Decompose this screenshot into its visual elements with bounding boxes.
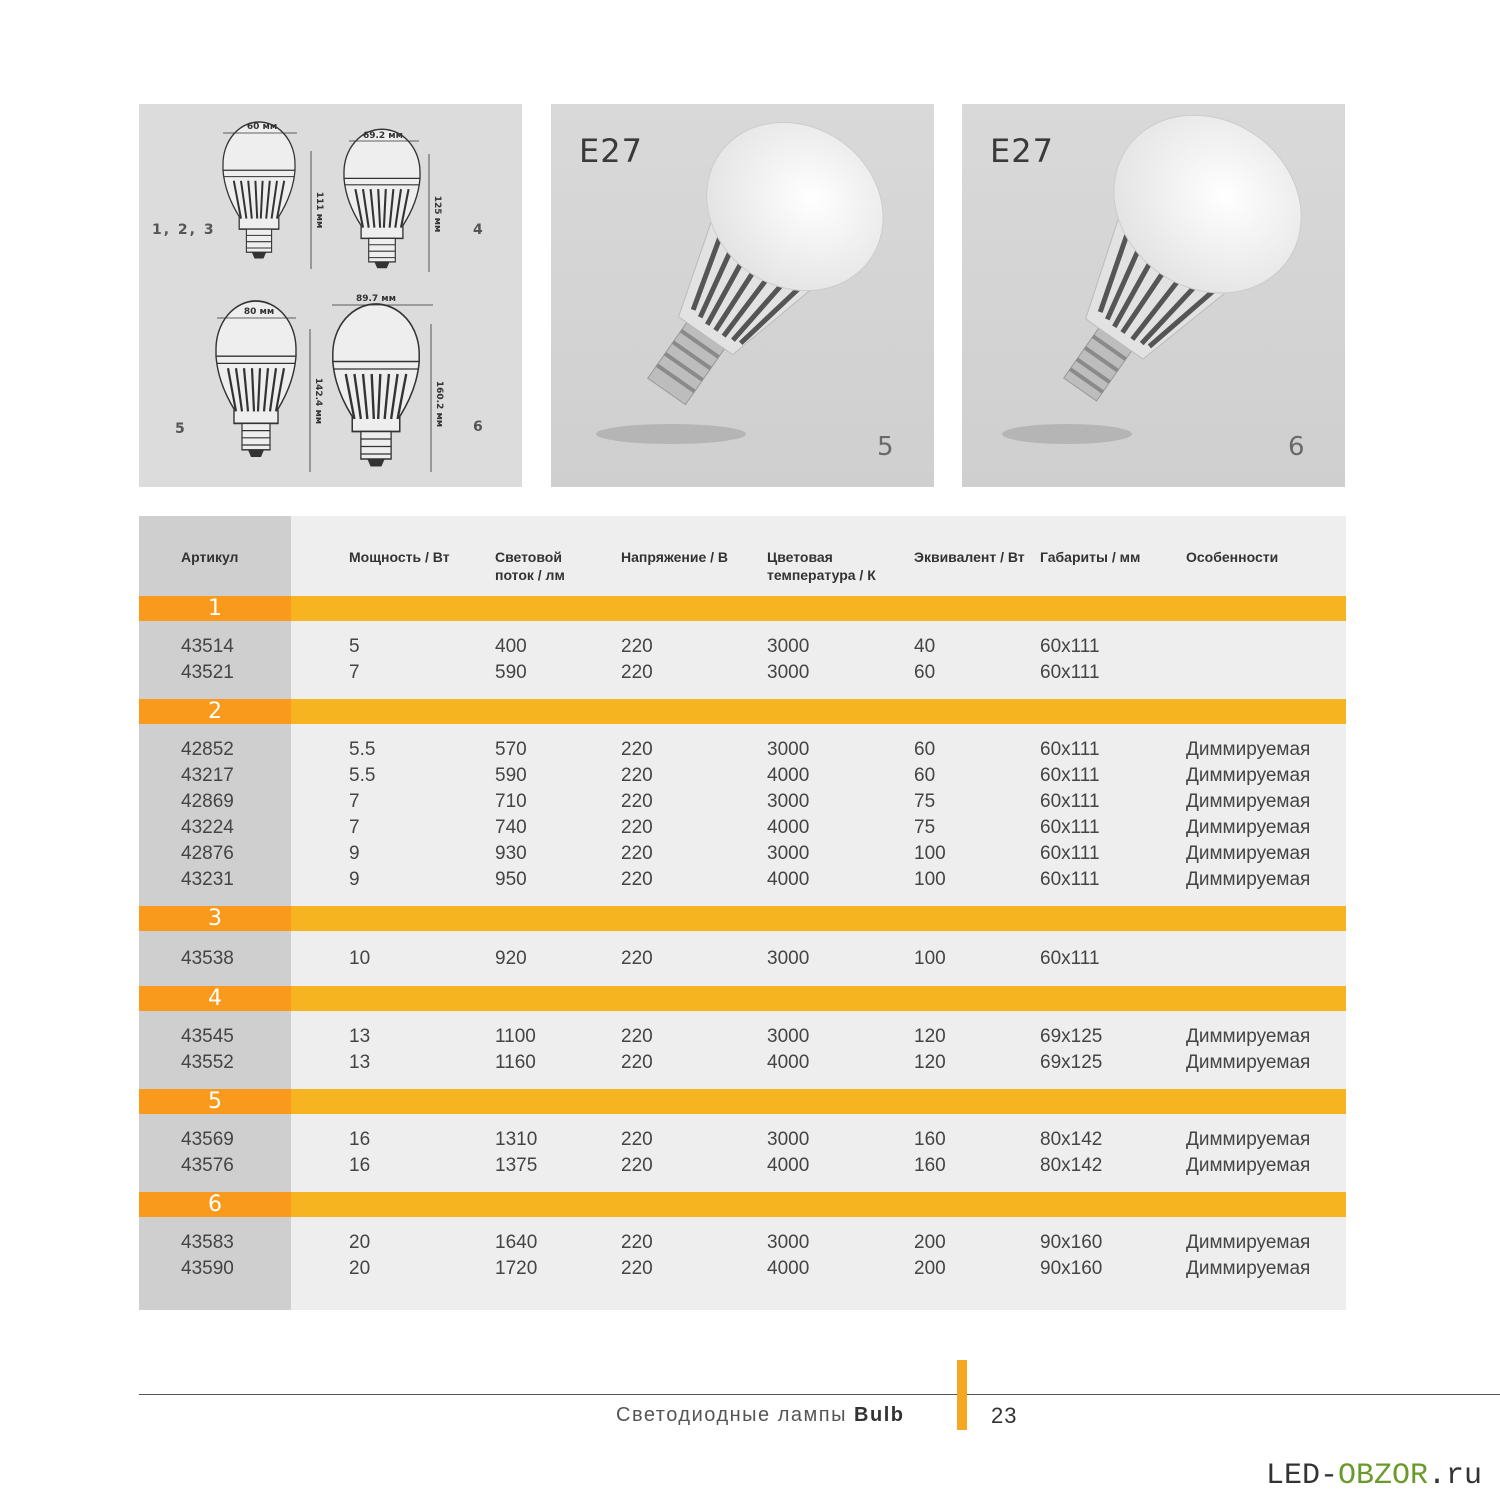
cell-power: 9 (349, 843, 360, 864)
cell-size: 90x160 (1040, 1232, 1103, 1253)
cell-flux: 1310 (495, 1129, 538, 1150)
cell-power: 10 (349, 947, 371, 969)
bulb-dimension-diagram (139, 104, 522, 487)
cell-article: 42869 (181, 791, 234, 812)
cell-feature: Диммируемая (1186, 869, 1311, 890)
cell-voltage: 220 (621, 1052, 653, 1073)
group-number: 2 (139, 699, 291, 724)
cell-power: 16 (349, 1155, 371, 1176)
table-row (139, 1256, 1346, 1282)
cell-temp: 4000 (767, 1155, 810, 1176)
cell-article: 43552 (181, 1052, 234, 1073)
cell-temp: 3000 (767, 662, 810, 683)
bulb-photo-6 (962, 104, 1345, 487)
cell-voltage: 220 (621, 1258, 653, 1279)
cell-voltage: 220 (621, 817, 653, 838)
cell-flux: 1720 (495, 1258, 538, 1279)
cell-equivalent: 100 (914, 843, 946, 864)
cell-equivalent: 60 (914, 765, 936, 786)
table-row (139, 946, 1346, 972)
footer-rule (139, 1394, 1500, 1395)
header-temp-line2: температура / К (767, 567, 876, 583)
cell-equivalent: 75 (914, 817, 936, 838)
dim-height-125: 125 мм (432, 195, 442, 233)
cell-voltage: 220 (621, 765, 653, 786)
cell-flux: 950 (495, 869, 527, 890)
cell-article: 43514 (181, 636, 234, 657)
cell-article: 43224 (181, 817, 234, 838)
page-number: 23 (991, 1403, 1018, 1428)
cell-equivalent: 75 (914, 791, 936, 812)
table-row (139, 634, 1346, 660)
cell-power: 7 (349, 791, 360, 812)
cell-temp: 3000 (767, 1129, 810, 1150)
watermark-suffix: .ru (1428, 1459, 1483, 1493)
cell-article: 43231 (181, 869, 234, 890)
cell-equivalent: 160 (914, 1129, 946, 1150)
cell-size: 60x111 (1040, 662, 1100, 683)
cell-feature: Диммируемая (1186, 1155, 1311, 1176)
cell-temp: 3000 (767, 947, 810, 969)
cell-voltage: 220 (621, 869, 653, 890)
footer-accent-bar (957, 1360, 967, 1430)
cell-flux: 710 (495, 791, 527, 812)
cell-size: 60x111 (1040, 869, 1100, 890)
cell-feature: Диммируемая (1186, 843, 1311, 864)
cell-size: 60x111 (1040, 739, 1100, 760)
cell-voltage: 220 (621, 739, 653, 760)
header-size: Габариты / мм (1040, 549, 1141, 565)
cell-voltage: 220 (621, 947, 653, 969)
footer-series: Bulb (854, 1404, 905, 1426)
dim-width-89: 89.7 мм (355, 294, 397, 304)
cell-equivalent: 200 (914, 1258, 946, 1279)
cell-temp: 4000 (767, 1052, 810, 1073)
cell-voltage: 220 (621, 1026, 653, 1047)
cell-feature: Диммируемая (1186, 1026, 1311, 1047)
group-number: 5 (139, 1089, 291, 1114)
cell-size: 60x111 (1040, 765, 1100, 786)
group-label-4: 4 (473, 222, 485, 238)
cell-temp: 3000 (767, 1232, 810, 1253)
cell-power: 5.5 (349, 739, 376, 760)
cell-temp: 3000 (767, 739, 810, 760)
cell-flux: 1160 (495, 1052, 536, 1073)
cell-size: 60x111 (1040, 636, 1100, 657)
group-band (139, 596, 1346, 621)
group-number: 1 (139, 596, 291, 621)
group-label-6: 6 (473, 419, 485, 435)
cell-temp: 4000 (767, 869, 810, 890)
bulb-number: 6 (1288, 432, 1305, 462)
cell-voltage: 220 (621, 636, 653, 657)
cell-power: 9 (349, 869, 360, 890)
group-band (139, 1192, 1346, 1217)
cell-size: 60x111 (1040, 843, 1100, 864)
cell-article: 43521 (181, 662, 234, 683)
group-number: 6 (139, 1192, 291, 1217)
cell-feature: Диммируемая (1186, 1129, 1311, 1150)
bulb-photo-5 (551, 104, 934, 487)
header-temp-line1: Цветовая (767, 549, 833, 565)
cell-temp: 3000 (767, 791, 810, 812)
socket-label: E27 (579, 132, 643, 170)
cell-voltage: 220 (621, 791, 653, 812)
group-number: 3 (139, 906, 291, 931)
cell-article: 43590 (181, 1258, 234, 1279)
cell-size: 69x125 (1040, 1026, 1103, 1047)
cell-flux: 920 (495, 947, 527, 969)
cell-temp: 4000 (767, 1258, 810, 1279)
cell-flux: 570 (495, 739, 527, 760)
dim-width-60: 60 мм (246, 122, 278, 132)
cell-flux: 590 (495, 662, 527, 683)
header-equivalent: Эквивалент / Вт (914, 549, 1025, 565)
cell-size: 60x111 (1040, 817, 1100, 838)
dim-width-69: 69.2 мм (362, 131, 404, 141)
table-row (139, 1230, 1346, 1256)
cell-flux: 1100 (495, 1026, 536, 1047)
cell-flux: 930 (495, 843, 527, 864)
cell-article: 43545 (181, 1026, 234, 1047)
specification-table (139, 516, 1346, 1310)
cell-flux: 740 (495, 817, 527, 838)
cell-voltage: 220 (621, 843, 653, 864)
group-band (139, 699, 1346, 724)
cell-equivalent: 120 (914, 1026, 946, 1047)
table-row (139, 1050, 1346, 1076)
table-row (139, 815, 1346, 841)
cell-equivalent: 100 (914, 947, 946, 969)
table-row (139, 1153, 1346, 1179)
table-row (139, 789, 1346, 815)
cell-equivalent: 60 (914, 739, 936, 760)
cell-flux: 400 (495, 636, 527, 657)
header-flux (495, 548, 565, 584)
cell-voltage: 220 (621, 1129, 653, 1150)
cell-power: 20 (349, 1232, 371, 1253)
cell-power: 13 (349, 1052, 371, 1073)
table-row (139, 841, 1346, 867)
cell-flux: 1375 (495, 1155, 538, 1176)
cell-article: 43569 (181, 1129, 234, 1150)
table-row (139, 1127, 1346, 1153)
cell-equivalent: 160 (914, 1155, 946, 1176)
group-number: 4 (139, 986, 291, 1011)
cell-feature: Диммируемая (1186, 1232, 1311, 1253)
group-label-1-2-3: 1, 2, 3 (152, 222, 216, 238)
table-row (139, 867, 1346, 893)
cell-equivalent: 60 (914, 662, 936, 683)
cell-size: 90x160 (1040, 1258, 1103, 1279)
dim-height-111: 111 мм (314, 191, 324, 229)
cell-feature: Диммируемая (1186, 1052, 1311, 1073)
cell-article: 42852 (181, 739, 234, 760)
bulb-outline-drawings (139, 104, 522, 487)
cell-equivalent: 120 (914, 1052, 946, 1073)
cell-power: 7 (349, 662, 360, 683)
dim-height-160: 160.2 мм (434, 380, 444, 428)
cell-equivalent: 40 (914, 636, 936, 657)
header-voltage: Напряжение / В (621, 549, 729, 565)
cell-article: 43583 (181, 1232, 234, 1253)
cell-size: 60x111 (1040, 791, 1100, 812)
cell-article: 43538 (181, 947, 234, 969)
cell-size: 60x111 (1040, 947, 1100, 969)
bulb-number: 5 (877, 432, 894, 462)
cell-voltage: 220 (621, 1232, 653, 1253)
dim-height-142: 142.4 мм (313, 377, 323, 425)
cell-temp: 3000 (767, 1026, 810, 1047)
group-band (139, 1089, 1346, 1114)
cell-voltage: 220 (621, 662, 653, 683)
cell-equivalent: 200 (914, 1232, 946, 1253)
cell-temp: 3000 (767, 636, 810, 657)
cell-power: 16 (349, 1129, 371, 1150)
cell-article: 42876 (181, 843, 234, 864)
cell-power: 13 (349, 1026, 371, 1047)
cell-voltage: 220 (621, 1155, 653, 1176)
header-features: Особенности (1186, 549, 1279, 565)
footer-title (616, 1404, 904, 1427)
cell-article: 43576 (181, 1155, 234, 1176)
cell-flux: 1640 (495, 1232, 538, 1253)
cell-feature: Диммируемая (1186, 1258, 1311, 1279)
cell-power: 5.5 (349, 765, 376, 786)
cell-feature: Диммируемая (1186, 739, 1311, 760)
cell-size: 69x125 (1040, 1052, 1103, 1073)
watermark-brand: OBZOR (1338, 1459, 1429, 1493)
header-power: Мощность / Вт (349, 549, 450, 565)
cell-article: 43217 (181, 765, 234, 786)
group-label-5: 5 (175, 421, 187, 437)
table-row (139, 660, 1346, 686)
cell-power: 5 (349, 636, 360, 657)
footer-section: Светодиодные лампы (616, 1404, 847, 1426)
socket-label: E27 (990, 132, 1054, 170)
header-article: Артикул (181, 549, 239, 565)
cell-equivalent: 100 (914, 869, 946, 890)
cell-flux: 590 (495, 765, 527, 786)
cell-power: 7 (349, 817, 360, 838)
header-color-temp (767, 548, 876, 584)
cell-feature: Диммируемая (1186, 817, 1311, 838)
cell-temp: 4000 (767, 765, 810, 786)
table-row (139, 763, 1346, 789)
cell-temp: 3000 (767, 843, 810, 864)
header-flux-line1: Световой (495, 549, 562, 565)
cell-temp: 4000 (767, 817, 810, 838)
cell-size: 80x142 (1040, 1129, 1103, 1150)
cell-feature: Диммируемая (1186, 765, 1311, 786)
header-flux-line2: поток / лм (495, 567, 565, 583)
cell-power: 20 (349, 1258, 371, 1279)
site-watermark[interactable] (1266, 1459, 1482, 1493)
cell-feature: Диммируемая (1186, 791, 1311, 812)
table-row (139, 737, 1346, 763)
watermark-prefix: LED- (1266, 1459, 1339, 1493)
cell-size: 80x142 (1040, 1155, 1103, 1176)
group-band (139, 906, 1346, 931)
table-row (139, 1024, 1346, 1050)
dim-width-80: 80 мм (243, 307, 275, 317)
group-band (139, 986, 1346, 1011)
